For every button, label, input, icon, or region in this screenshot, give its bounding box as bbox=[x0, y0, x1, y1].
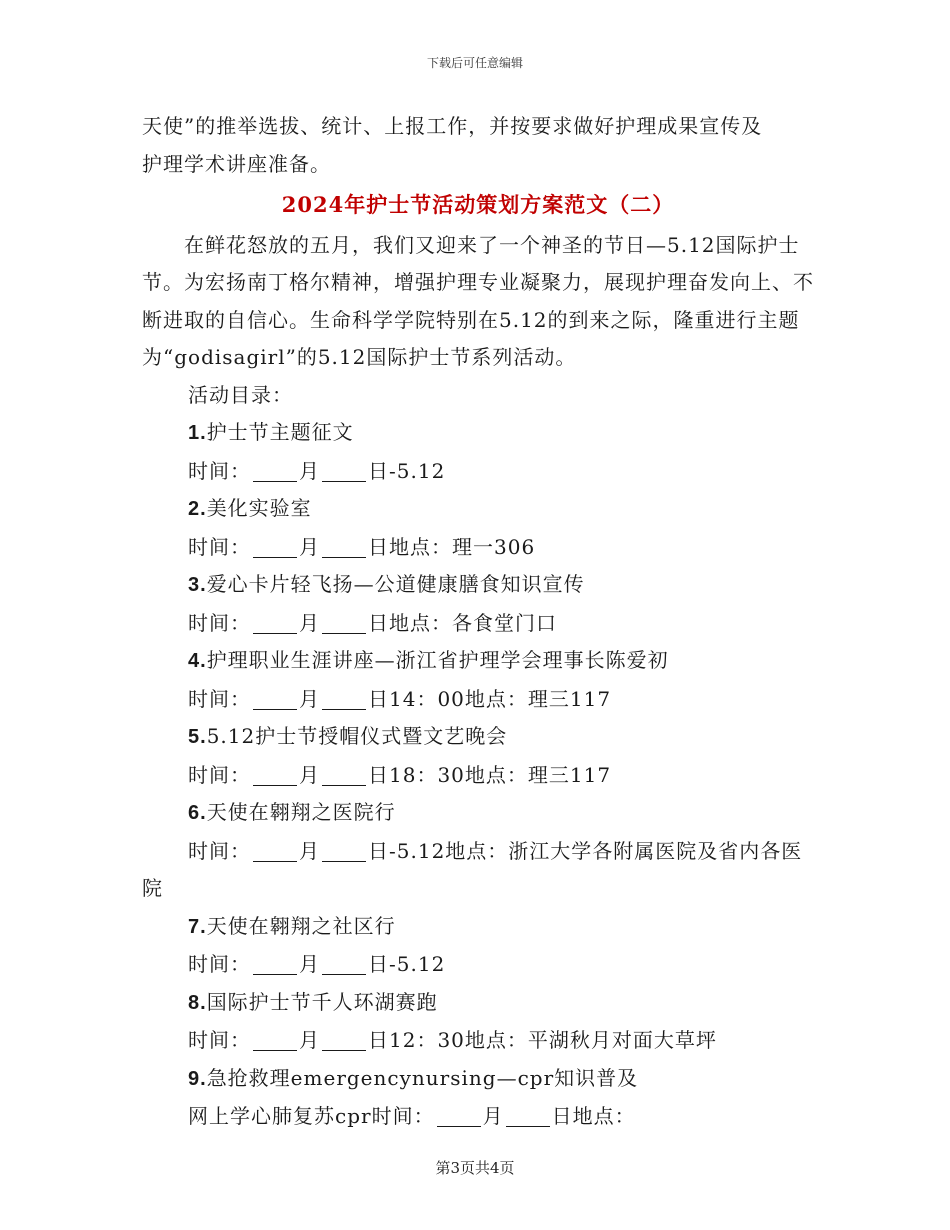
activity-list bbox=[142, 414, 814, 1136]
intro-paragraph: 在鲜花怒放的五月，我们又迎来了一个神圣的节日—5.12国际护士节。为宏扬南丁格尔精神，增强护理专业凝聚力，展现护理奋发向上、不断进取的自信心。生命科学学院特别在5.12的到来之际，隆重进行主题为“godisagirl”的5.12国际护士节系列活动。 bbox=[142, 232, 814, 369]
day-blank bbox=[322, 689, 366, 710]
time-rest: 日14：00地点：理三117 bbox=[368, 686, 612, 711]
time-prefix: 时间： bbox=[188, 610, 251, 635]
day-blank bbox=[322, 537, 366, 558]
activity-title-text: 天使在翱翔之医院行 bbox=[206, 800, 396, 824]
time-rest: 日地点：各食堂门口 bbox=[368, 610, 557, 635]
page-footer: 第3页共4页 bbox=[435, 1159, 515, 1177]
time-rest: 日地点： bbox=[551, 1104, 636, 1128]
time-month: 月 bbox=[299, 458, 320, 483]
month-blank bbox=[437, 1106, 481, 1127]
activity-title bbox=[142, 566, 814, 605]
activity-title-text: 爱心卡片轻飞扬—公道健康膳食知识宣传 bbox=[206, 572, 585, 596]
time-month: 月 bbox=[482, 1104, 504, 1128]
intro-line: 天使”的推举选拔、统计、上报工作，并按要求做好护理成果宣传及 bbox=[142, 114, 763, 138]
activity-title bbox=[142, 908, 814, 947]
toc-label: 活动目录： bbox=[188, 382, 293, 407]
section-title: 2024年护士节活动策划方案范文（二） bbox=[281, 192, 675, 217]
activity-title-text: 5.12护士节授帽仪式暨文艺晚会 bbox=[206, 724, 508, 748]
day-blank bbox=[322, 841, 366, 862]
activity-time bbox=[142, 1098, 814, 1136]
activity-title bbox=[142, 1060, 814, 1099]
time-rest: 日-5.12地点：浙江大学各附属医院及省内各医院 bbox=[142, 838, 803, 900]
activity-time bbox=[142, 605, 814, 643]
time-prefix: 时间： bbox=[188, 1028, 251, 1052]
activity-time bbox=[142, 529, 814, 567]
month-blank bbox=[253, 765, 297, 786]
intro-line: 护理学术讲座准备。 bbox=[142, 151, 331, 176]
time-rest: 日-5.12 bbox=[368, 952, 446, 976]
activity-number: 5. bbox=[188, 726, 207, 748]
activity-time bbox=[142, 946, 814, 984]
time-month: 月 bbox=[299, 952, 320, 976]
activity-number: 3. bbox=[188, 574, 207, 596]
month-blank bbox=[253, 1030, 297, 1051]
activity-time bbox=[142, 681, 814, 719]
activity-number: 9. bbox=[188, 1067, 207, 1090]
document-body bbox=[142, 108, 814, 1136]
activity-title bbox=[142, 490, 814, 529]
activity-title bbox=[142, 414, 814, 453]
time-rest: 日18：30地点：理三117 bbox=[368, 762, 612, 787]
time-prefix: 时间： bbox=[188, 458, 251, 483]
time-month: 月 bbox=[299, 534, 320, 559]
activity-title-text: 天使在翱翔之社区行 bbox=[206, 913, 396, 938]
activity-number: 6. bbox=[188, 802, 207, 824]
time-prefix: 时间： bbox=[188, 686, 251, 711]
activity-title-text: 急抢救理emergencynursing—cpr知识普及 bbox=[206, 1065, 639, 1090]
month-blank bbox=[253, 689, 297, 710]
activity-number: 2. bbox=[188, 498, 207, 520]
activity-title-text: 护理职业生涯讲座—浙江省护理学会理事长陈爱初 bbox=[206, 648, 669, 672]
time-prefix: 时间： bbox=[188, 952, 251, 976]
day-blank bbox=[322, 613, 366, 634]
time-prefix: 网上学心肺复苏cpr时间： bbox=[188, 1104, 435, 1128]
activity-time bbox=[142, 1022, 814, 1060]
activity-number: 1. bbox=[188, 422, 207, 444]
activity-number: 8. bbox=[188, 991, 207, 1014]
time-month: 月 bbox=[299, 1028, 320, 1052]
activity-title bbox=[142, 718, 814, 757]
activity-number: 4. bbox=[188, 650, 207, 672]
month-blank bbox=[253, 841, 297, 862]
time-prefix: 时间： bbox=[188, 838, 251, 863]
activity-title-text: 护士节主题征文 bbox=[206, 420, 354, 444]
month-blank bbox=[253, 613, 297, 634]
page-header: 下载后可任意编辑 bbox=[426, 56, 523, 70]
activity-time bbox=[142, 833, 814, 908]
month-blank bbox=[253, 461, 297, 482]
time-month: 月 bbox=[299, 686, 320, 711]
time-rest: 日-5.12 bbox=[368, 458, 446, 483]
time-month: 月 bbox=[299, 838, 320, 863]
day-blank bbox=[322, 461, 366, 482]
activity-time bbox=[142, 757, 814, 795]
month-blank bbox=[253, 537, 297, 558]
day-blank bbox=[322, 765, 366, 786]
activity-title-text: 国际护士节千人环湖赛跑 bbox=[206, 989, 438, 1014]
time-rest: 日12：30地点：平湖秋月对面大草坪 bbox=[368, 1028, 717, 1052]
time-prefix: 时间： bbox=[188, 534, 251, 559]
activity-number: 7. bbox=[188, 915, 207, 938]
day-blank bbox=[322, 1030, 366, 1051]
time-rest: 日地点：理一306 bbox=[368, 534, 536, 559]
activity-title-text: 美化实验室 bbox=[206, 496, 312, 520]
activity-title bbox=[142, 984, 814, 1023]
activity-title bbox=[142, 794, 814, 833]
month-blank bbox=[253, 954, 297, 975]
day-blank bbox=[322, 954, 366, 975]
activity-title bbox=[142, 642, 814, 681]
time-month: 月 bbox=[299, 610, 320, 635]
day-blank bbox=[506, 1106, 550, 1127]
time-prefix: 时间： bbox=[188, 762, 251, 787]
time-month: 月 bbox=[299, 762, 320, 787]
activity-time bbox=[142, 453, 814, 491]
